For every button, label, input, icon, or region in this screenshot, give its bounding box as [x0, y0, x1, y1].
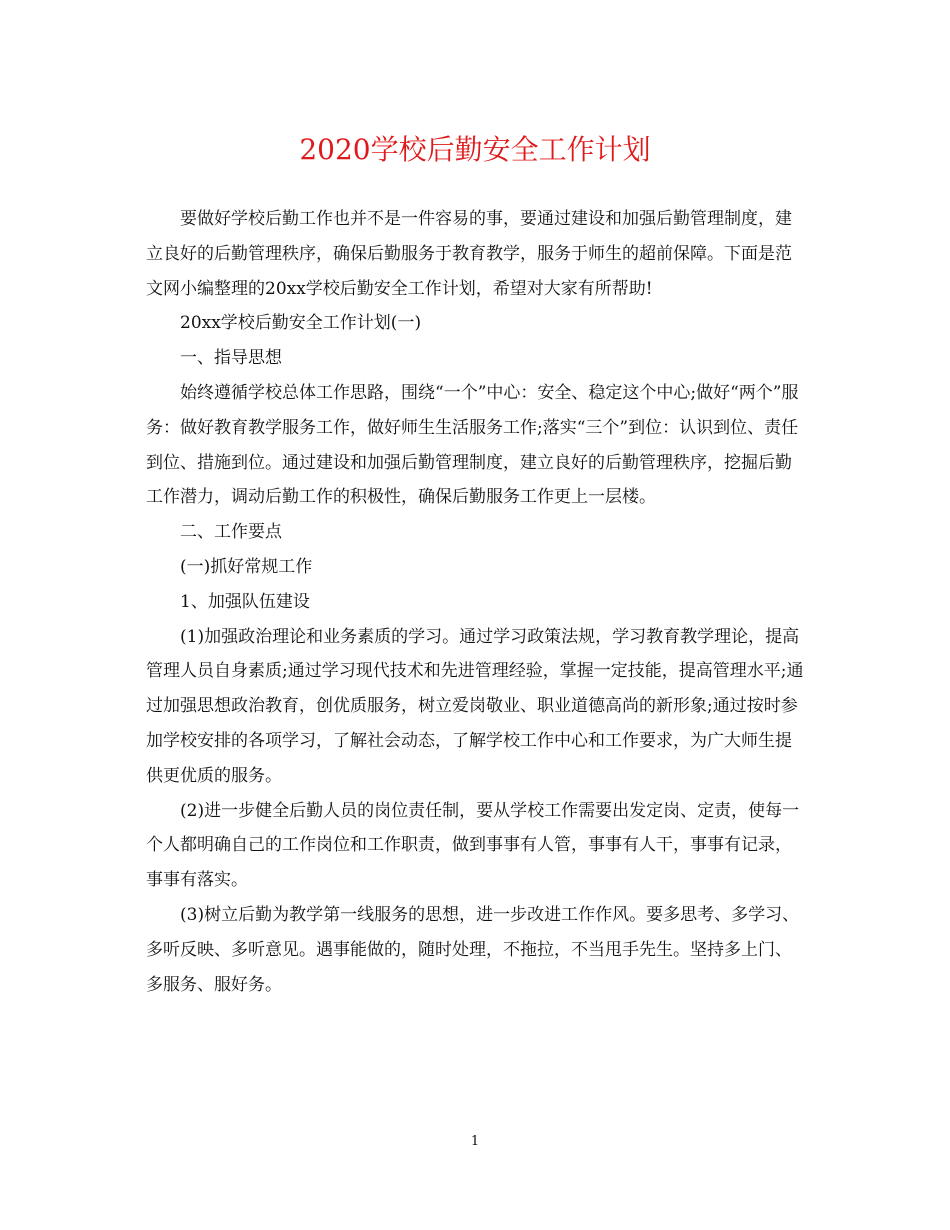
document-title: 2020学校后勤安全工作计划 [299, 133, 651, 166]
item-heading-team-building: 1、加强队伍建设 [180, 591, 310, 612]
item-paragraph-3: (3)树立后勤为教学第一线服务的思想，进一步改进工作作风。要多思考、多学习、多听反映、多听意见。遇事能做的，随时处理，不拖拉，不当甩手先生。坚持多上门、多服务、服好务。 [146, 904, 800, 995]
document-body [146, 202, 806, 1002]
section-heading-work-points: 二、工作要点 [180, 522, 282, 543]
item-paragraph-2: (2)进一步健全后勤人员的岗位责任制，要从学校工作需要出发定岗、定责，使每一个人都明确自己的工作岗位和工作职责，做到事事有人管，事事有人干，事事有记录，事事有落实。 [146, 800, 800, 891]
item-paragraph-1: (1)加强政治理论和业务素质的学习。通过学习政策法规，学习教育教学理论，提高管理人员自身素质;通过学习现代技术和先进管理经验，掌握一定技能，提高管理水平;通过加强思想政治教育，创优质服务，树立爱岗敬业、职业道德高尚的新形象;通过按时参加学校安排的各项学习，了解社会动态，了解学校工作中心和工作要求，为广大师生提供更优质的服务。 [146, 626, 804, 786]
intro-paragraph: 要做好学校后勤工作也并不是一件容易的事，要通过建设和加强后勤管理制度，建立良好的后勤管理秩序，确保后勤服务于教育教学，服务于师生的超前保障。下面是范文网小编整理的20xx学校后勤安全工作计划，希望对大家有所帮助! [146, 209, 792, 299]
guiding-ideology-paragraph: 始终遵循学校总体工作思路，围绕“一个”中心：安全、稳定这个中心;做好“两个”服务：做好教育教学服务工作，做好师生生活服务工作;落实“三个”到位：认识到位、责任到位、措施到位。通过建设和加强后勤管理制度，建立良好的后勤管理秩序，挖掘后勤工作潜力，调动后勤工作的积极性，确保后勤服务工作更上一层楼。 [146, 382, 799, 508]
subsection-heading-routine-work: (一)抓好常规工作 [180, 556, 313, 577]
plan-subtitle: 20xx学校后勤安全工作计划(一) [180, 313, 422, 334]
page-number: 1 [470, 1134, 480, 1149]
section-heading-guiding-ideology: 一、指导思想 [180, 348, 282, 369]
